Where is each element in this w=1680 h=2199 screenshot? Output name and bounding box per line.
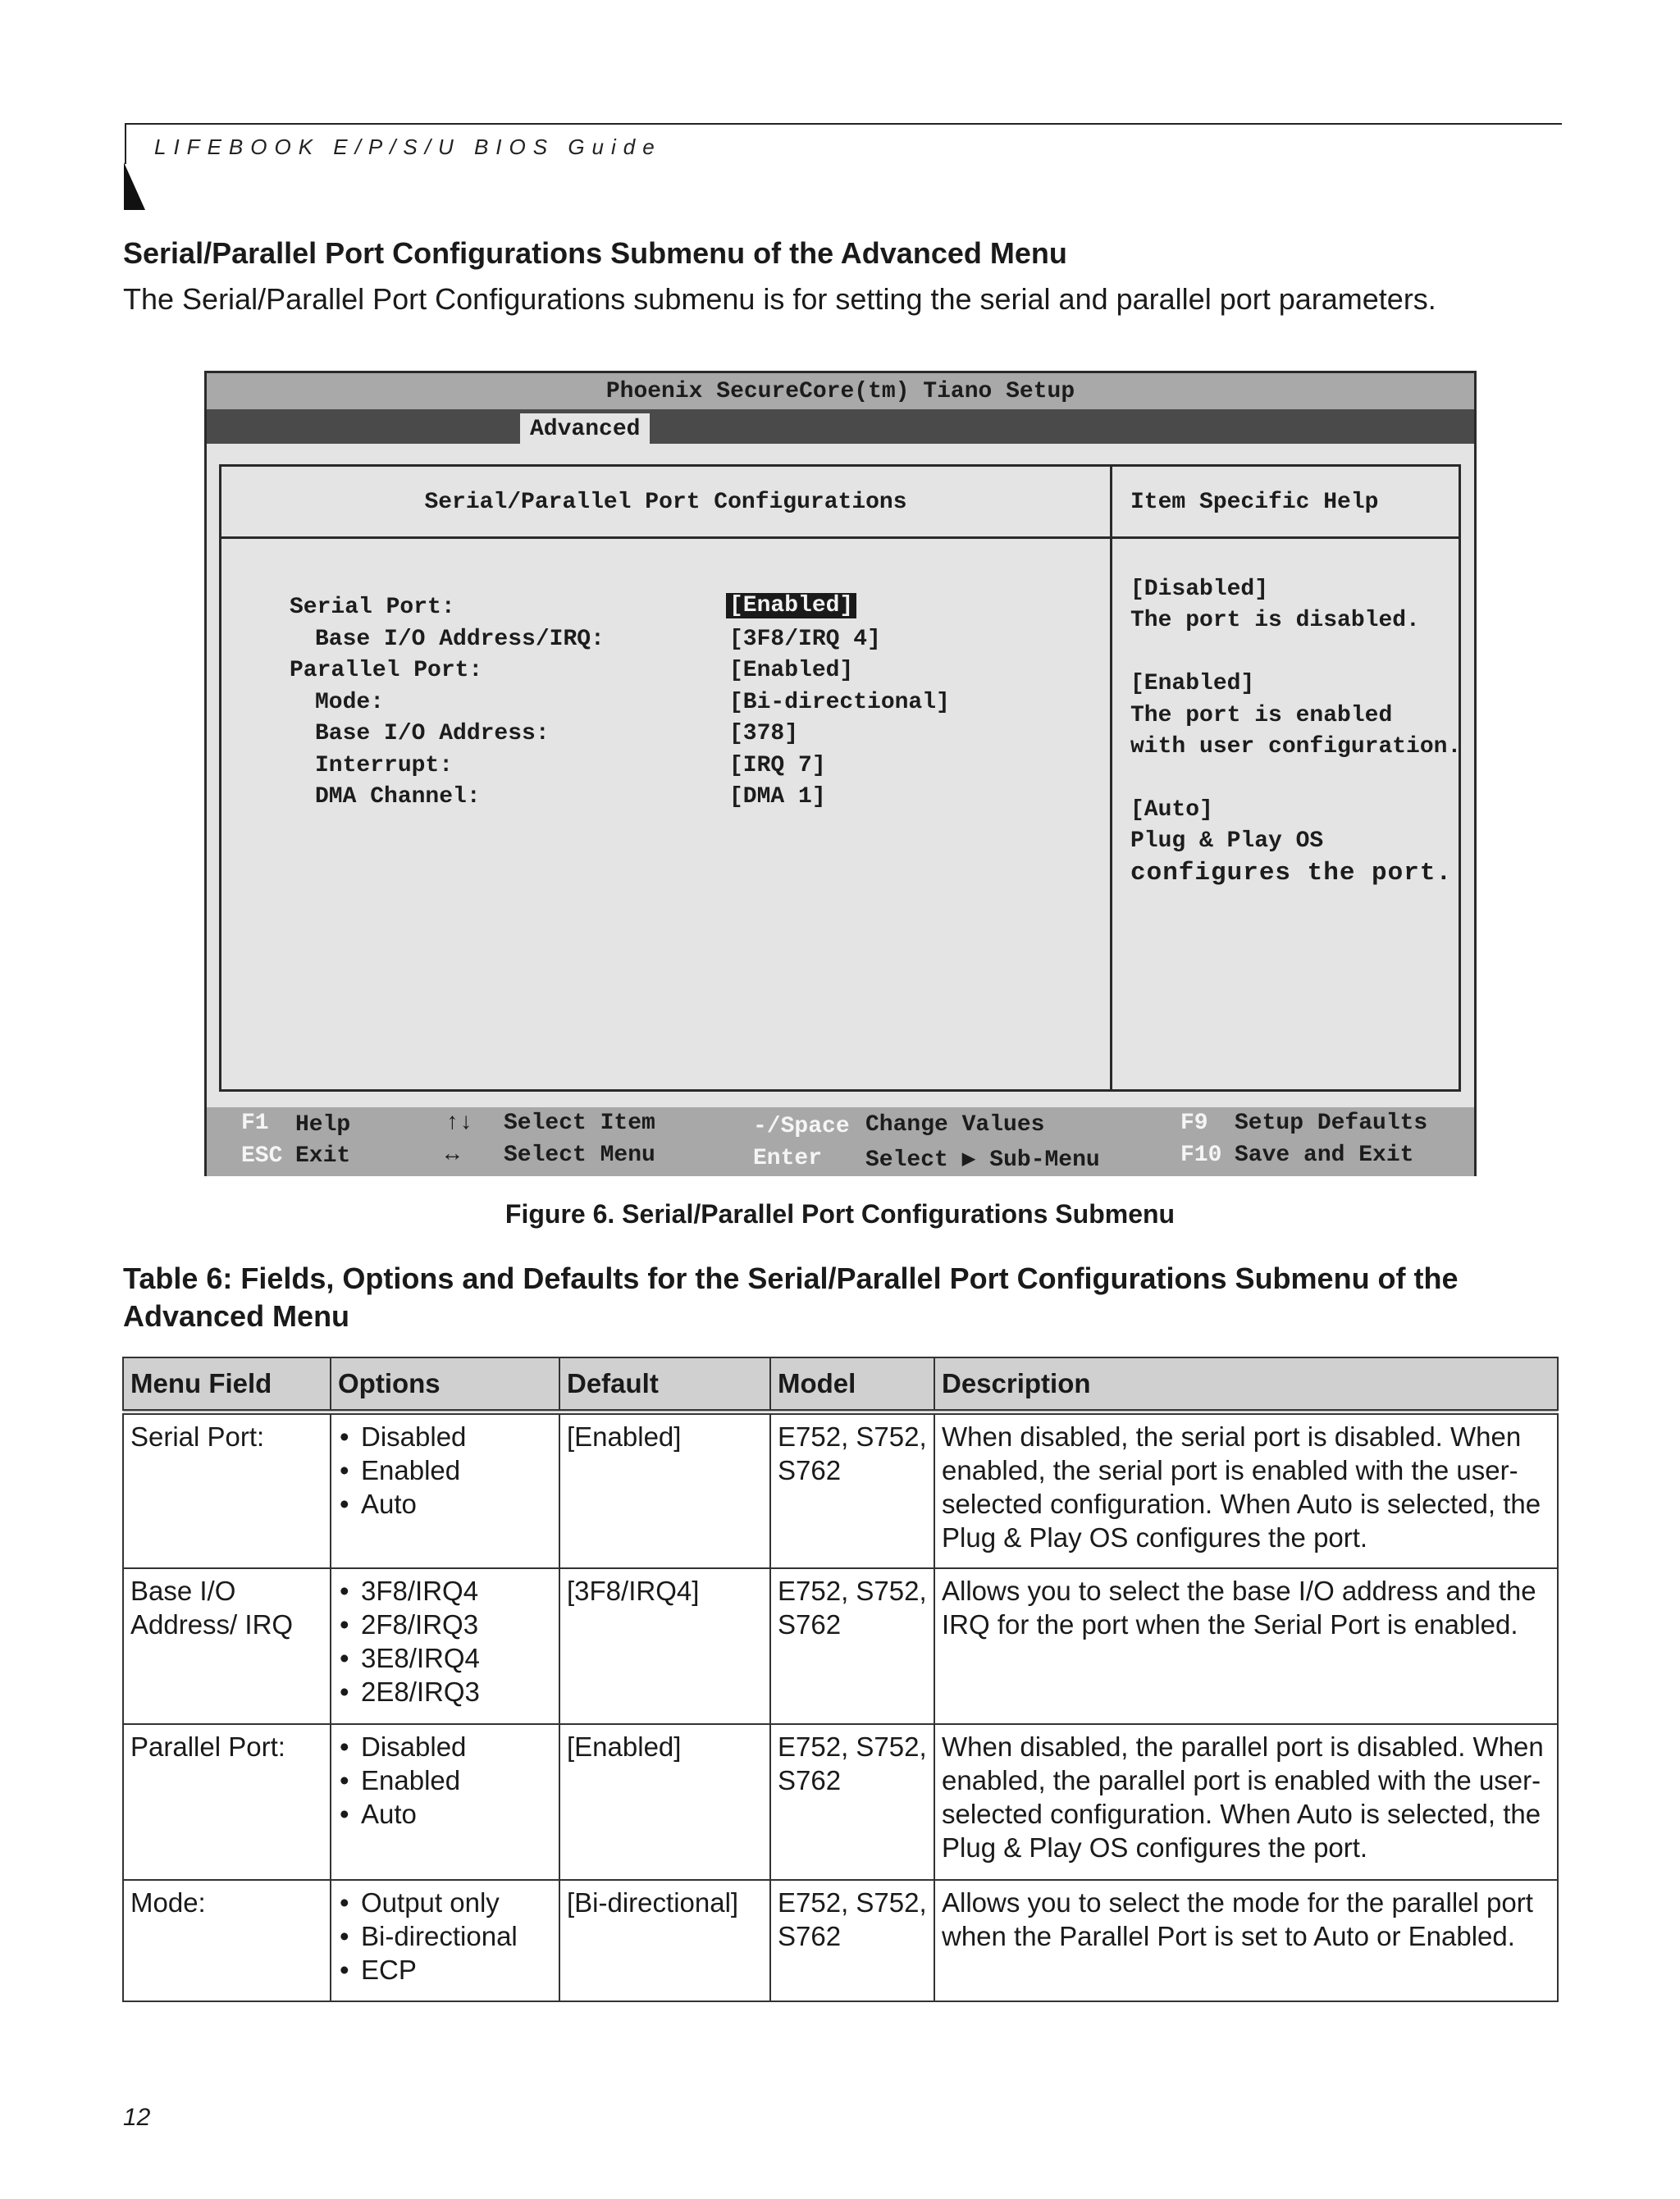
options-table <box>122 1357 1559 2002</box>
col-header-default: Default <box>559 1357 770 1412</box>
space-key: -/Space <box>753 1114 850 1139</box>
bios-item-interrupt-label: Interrupt: <box>315 753 454 778</box>
bios-help-line: The port is disabled. <box>1130 608 1420 633</box>
bios-help-line: Plug & Play OS <box>1130 828 1324 854</box>
bios-item-base-io-address-value[interactable]: [378] <box>729 721 799 746</box>
f10-key: F10 <box>1180 1143 1222 1168</box>
select-menu-label: Select Menu <box>504 1143 655 1168</box>
bios-item-base-io-address-label: Base I/O Address: <box>315 721 550 746</box>
table-row <box>123 1724 1558 1880</box>
options-cell <box>331 1568 559 1724</box>
running-title: LIFEBOOK E/P/S/U BIOS Guide <box>154 135 662 159</box>
options-cell <box>331 1412 559 1569</box>
col-header-menu-field: Menu Field <box>123 1357 331 1412</box>
bios-panel <box>219 464 1461 1092</box>
default-cell: [Enabled] <box>559 1412 770 1569</box>
bios-item-serial-port-label: Serial Port: <box>290 595 455 620</box>
option-item: • 2E8/IRQ3 <box>338 1675 552 1709</box>
page-number: 12 <box>123 2104 151 2131</box>
option-item: • Auto <box>338 1797 552 1831</box>
bios-item-base-io-irq-value[interactable]: [3F8/IRQ 4] <box>729 627 881 652</box>
menu-field-cell: Serial Port: <box>123 1412 331 1569</box>
change-values-label: Change Values <box>865 1112 1045 1138</box>
model-cell: E752, S752, S762 <box>770 1412 934 1569</box>
option-item: • 3E8/IRQ4 <box>338 1641 552 1675</box>
header-corner-rule <box>125 123 126 164</box>
option-item: • Auto <box>338 1487 552 1521</box>
figure-caption: Figure 6. Serial/Parallel Port Configurations Submenu <box>504 1199 1176 1229</box>
bios-help-line: The port is enabled <box>1130 703 1393 728</box>
option-item: • Bi-directional <box>338 1919 552 1953</box>
bios-panel-separator <box>221 536 1459 539</box>
bios-panel-divider <box>1110 467 1112 1089</box>
bios-footer <box>207 1107 1474 1176</box>
default-cell: [Enabled] <box>559 1724 770 1880</box>
option-item: • Output only <box>338 1886 552 1919</box>
menu-field-cell: Base I/O Address/ IRQ <box>123 1568 331 1724</box>
bios-help-line: [Auto] <box>1130 797 1213 823</box>
setup-defaults-label: Setup Defaults <box>1235 1111 1428 1136</box>
description-cell: When disabled, the serial port is disabled. When enabled, the serial port is enabled with the user-selected configuration. When Auto is selected, the Plug & Play OS configures the port. <box>934 1412 1558 1569</box>
table-row <box>123 1880 1558 2001</box>
select-item-label: Select Item <box>504 1111 655 1136</box>
table-row <box>123 1568 1558 1724</box>
model-cell: E752, S752, S762 <box>770 1568 934 1724</box>
default-cell: [Bi-directional] <box>559 1880 770 2001</box>
menu-field-cell: Mode: <box>123 1880 331 2001</box>
bios-app-title: Phoenix SecureCore(tm) Tiano Setup <box>207 373 1474 409</box>
bios-panel-title: Serial/Parallel Port Configurations <box>424 490 907 515</box>
options-cell <box>331 1880 559 2001</box>
col-header-options: Options <box>331 1357 559 1412</box>
option-item: • Disabled <box>338 1730 552 1763</box>
bios-help-line: [Disabled] <box>1130 577 1269 602</box>
bios-item-interrupt-value[interactable]: [IRQ 7] <box>729 753 826 778</box>
section-intro: The Serial/Parallel Port Configurations submenu is for setting the serial and parallel port parameters. <box>123 282 1436 316</box>
option-item: • 2F8/IRQ3 <box>338 1608 552 1641</box>
model-cell: E752, S752, S762 <box>770 1724 934 1880</box>
enter-key: Enter <box>753 1146 823 1171</box>
bios-help-line: with user configuration. <box>1130 734 1462 760</box>
option-item: • ECP <box>338 1953 552 1987</box>
bios-help-line: configures the port. <box>1130 859 1453 887</box>
select-submenu-label: Select ▶ Sub-Menu <box>865 1147 1100 1173</box>
option-item: • 3F8/IRQ4 <box>338 1574 552 1608</box>
col-header-model: Model <box>770 1357 934 1412</box>
esc-key: ESC <box>241 1143 283 1169</box>
header-rule <box>125 123 1562 125</box>
table-header-row <box>123 1357 1558 1412</box>
bios-help-line: [Enabled] <box>1130 671 1255 696</box>
esc-exit-label: Exit <box>295 1143 351 1169</box>
description-cell: Allows you to select the base I/O address and the IRQ for the port when the Serial Port is enabled. <box>934 1568 1558 1724</box>
bios-help-title: Item Specific Help <box>1130 490 1379 515</box>
table-row <box>123 1412 1558 1569</box>
col-header-description: Description <box>934 1357 1558 1412</box>
table-title: Table 6: Fields, Options and Defaults for the Serial/Parallel Port Configurations Submenu of the Advanced Menu <box>123 1261 1459 1333</box>
f1-help-label: Help <box>295 1112 351 1138</box>
f9-key: F9 <box>1180 1111 1208 1136</box>
bios-item-mode-label: Mode: <box>315 690 385 715</box>
bios-item-dma-channel-value[interactable]: [DMA 1] <box>729 784 826 810</box>
option-item: • Enabled <box>338 1763 552 1797</box>
save-and-exit-label: Save and Exit <box>1235 1143 1414 1168</box>
bios-item-dma-channel-label: DMA Channel: <box>315 784 481 810</box>
f1-key: F1 <box>241 1111 269 1136</box>
up-down-arrows-icon: ↑↓ <box>445 1111 473 1136</box>
bios-item-parallel-port-value[interactable]: [Enabled] <box>729 658 854 683</box>
default-cell: [3F8/IRQ4] <box>559 1568 770 1724</box>
bios-item-serial-port-value[interactable]: [Enabled] <box>726 593 856 618</box>
options-cell <box>331 1724 559 1880</box>
model-cell: E752, S752, S762 <box>770 1880 934 2001</box>
menu-field-cell: Parallel Port: <box>123 1724 331 1880</box>
header-flag-icon <box>124 162 145 210</box>
option-item: • Enabled <box>338 1453 552 1487</box>
option-item: • Disabled <box>338 1420 552 1453</box>
bios-menu-bar <box>207 409 1474 444</box>
left-right-arrows-icon: ↔ <box>445 1143 459 1168</box>
section-title: Serial/Parallel Port Configurations Submenu of the Advanced Menu <box>123 236 1067 270</box>
bios-item-mode-value[interactable]: [Bi-directional] <box>729 690 950 715</box>
description-cell: When disabled, the parallel port is disabled. When enabled, the parallel port is enabled with the user-selected configuration. When Auto is selected, the Plug & Play OS configures the port. <box>934 1724 1558 1880</box>
bios-item-base-io-irq-label: Base I/O Address/IRQ: <box>315 627 605 652</box>
tab-advanced[interactable]: Advanced <box>520 413 650 444</box>
bios-screen <box>204 371 1477 1176</box>
description-cell: Allows you to select the mode for the parallel port when the Parallel Port is set to Auto or Enabled. <box>934 1880 1558 2001</box>
bios-item-parallel-port-label: Parallel Port: <box>290 658 483 683</box>
